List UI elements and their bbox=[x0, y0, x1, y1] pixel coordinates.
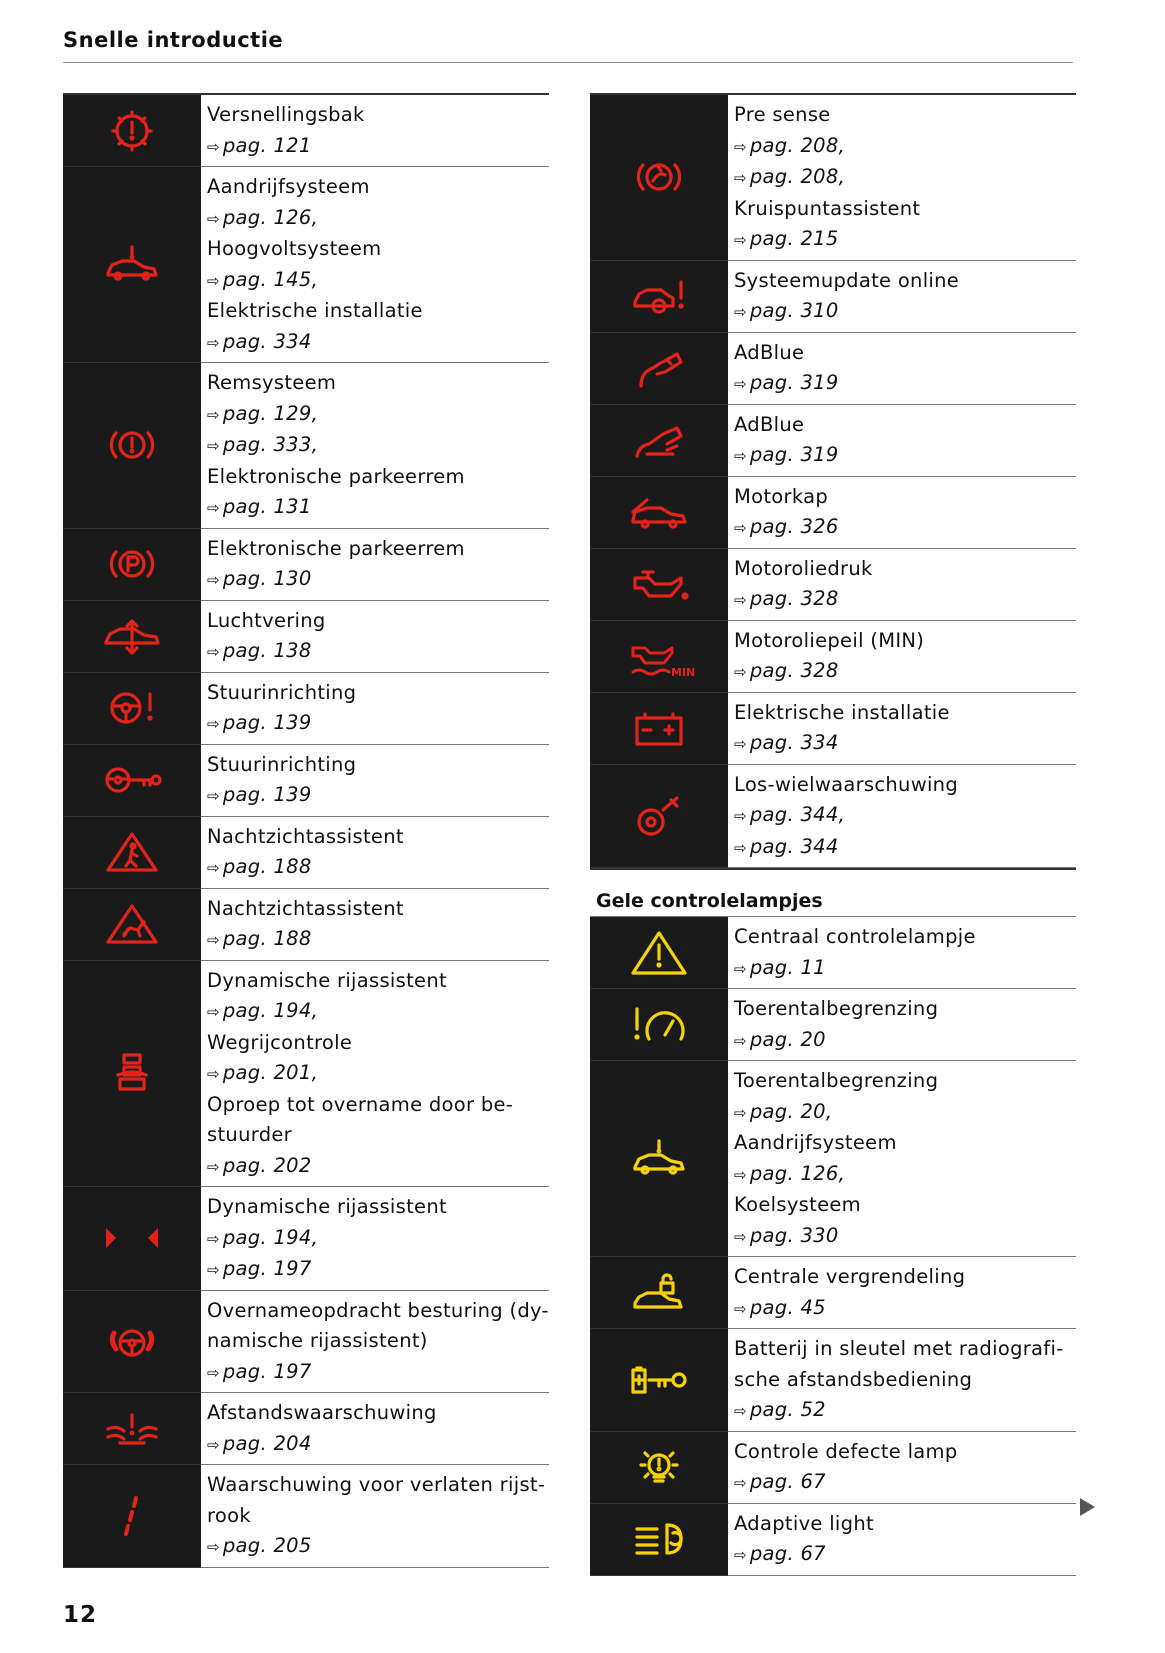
indicator-row bbox=[63, 363, 549, 529]
page-reference-text: pag. 131 bbox=[222, 495, 312, 518]
indicator-label: Los-wielwaarschuwing bbox=[734, 772, 958, 796]
page-reference-text: pag. 330 bbox=[749, 1223, 839, 1247]
page-reference-link[interactable] bbox=[734, 440, 1076, 472]
reference-arrow-icon: ⇨ bbox=[207, 931, 220, 949]
indicator-label: Kruispuntassistent bbox=[734, 196, 921, 220]
indicator-description bbox=[728, 621, 1076, 693]
indicator-row bbox=[590, 621, 1076, 693]
page-reference-link[interactable] bbox=[734, 512, 1076, 544]
indicator-row bbox=[63, 673, 549, 745]
indicator-label: Koelsysteem bbox=[734, 1193, 861, 1216]
indicator-description bbox=[201, 817, 549, 889]
indicator-label: Centraal controlelampje bbox=[734, 925, 976, 948]
page-reference-text: pag. 194, bbox=[222, 1225, 319, 1249]
hood-open-icon bbox=[590, 477, 728, 549]
page-reference-text: pag. 45 bbox=[749, 1295, 826, 1319]
central-locking-icon bbox=[590, 1257, 728, 1329]
page-reference-link[interactable] bbox=[207, 203, 549, 235]
indicator-description bbox=[728, 989, 1076, 1061]
reference-arrow-icon: ⇨ bbox=[207, 499, 220, 517]
indicator-row bbox=[590, 693, 1076, 765]
page-reference-link[interactable] bbox=[734, 131, 1076, 163]
page-reference-link[interactable] bbox=[207, 131, 549, 163]
indicator-label: rook bbox=[207, 1503, 251, 1527]
wheel-loose-icon bbox=[590, 765, 728, 869]
oil-pressure-icon bbox=[590, 549, 728, 621]
page-reference-link[interactable] bbox=[207, 564, 549, 596]
indicator-label: Wegrijcontrole bbox=[207, 1030, 353, 1054]
reference-arrow-icon: ⇨ bbox=[207, 333, 220, 352]
indicator-description bbox=[728, 1061, 1076, 1257]
reference-arrow-icon: ⇨ bbox=[207, 1003, 220, 1021]
page-reference-link[interactable] bbox=[207, 708, 549, 740]
indicator-description bbox=[201, 673, 549, 745]
page-reference-text: pag. 334 bbox=[749, 731, 839, 754]
indicator-description bbox=[728, 549, 1076, 621]
system-update-icon bbox=[590, 261, 728, 333]
indicator-row bbox=[63, 889, 549, 961]
page-reference-text: pag. 204 bbox=[222, 1431, 312, 1455]
page-reference-text: pag. 11 bbox=[749, 955, 826, 979]
parking-brake-icon bbox=[63, 529, 201, 601]
reference-arrow-icon: ⇨ bbox=[734, 1546, 747, 1564]
page-reference-link[interactable] bbox=[734, 584, 1076, 616]
page-reference-text: pag. 121 bbox=[222, 133, 312, 157]
page-reference-link[interactable] bbox=[207, 636, 549, 668]
lane-arrows-icon bbox=[63, 1187, 201, 1291]
page-reference-link[interactable] bbox=[207, 265, 549, 297]
page-reference-text: pag. 20, bbox=[749, 1099, 833, 1123]
indicator-description bbox=[201, 889, 549, 961]
indicator-label: Elektronische parkeerrem bbox=[207, 536, 465, 560]
page-reference-link[interactable] bbox=[734, 162, 1076, 194]
reference-arrow-icon: ⇨ bbox=[734, 959, 747, 978]
indicator-label: AdBlue bbox=[734, 340, 805, 364]
reference-arrow-icon: ⇨ bbox=[734, 1227, 747, 1246]
indicator-row bbox=[590, 477, 1076, 549]
indicator-description bbox=[201, 1393, 549, 1465]
indicator-label: namische rijassistent) bbox=[207, 1329, 428, 1352]
indicator-description bbox=[201, 745, 549, 817]
page-reference-link[interactable] bbox=[734, 1395, 1076, 1427]
page-reference-text: pag. 20 bbox=[749, 1027, 826, 1051]
page-reference-link[interactable] bbox=[207, 492, 549, 524]
reference-arrow-icon: ⇨ bbox=[734, 1474, 747, 1492]
indicator-description bbox=[201, 601, 549, 673]
page-reference-text: pag. 326 bbox=[749, 515, 839, 538]
page-reference-link[interactable] bbox=[734, 656, 1076, 688]
page-reference-link[interactable] bbox=[207, 852, 549, 884]
page-reference-link[interactable] bbox=[734, 1097, 1076, 1129]
indicator-row bbox=[63, 529, 549, 601]
reference-arrow-icon: ⇨ bbox=[734, 1402, 747, 1420]
steering-lock-icon bbox=[63, 745, 201, 817]
page-reference-text: pag. 145, bbox=[222, 267, 319, 291]
indicator-row bbox=[63, 1291, 549, 1394]
reference-arrow-icon: ⇨ bbox=[207, 1065, 220, 1083]
indicator-label: Controle defecte lamp bbox=[734, 1439, 958, 1463]
steering-warning-icon bbox=[63, 673, 201, 745]
reference-arrow-icon: ⇨ bbox=[207, 209, 220, 228]
indicator-row bbox=[590, 261, 1076, 333]
page-reference-link[interactable] bbox=[734, 1539, 1076, 1571]
page-reference-text: pag. 67 bbox=[749, 1542, 826, 1565]
distance-warning-icon bbox=[63, 1393, 201, 1465]
indicator-row bbox=[590, 1329, 1076, 1432]
reference-arrow-icon: ⇨ bbox=[734, 375, 747, 393]
indicator-label: Elektronische parkeerrem bbox=[207, 464, 465, 488]
indicator-label: Waarschuwing voor verlaten rijst- bbox=[207, 1473, 546, 1496]
indicator-row bbox=[63, 961, 549, 1188]
air-suspension-icon bbox=[63, 601, 201, 673]
indicator-label: Oproep tot overname door be- bbox=[207, 1092, 514, 1116]
hands-on-wheel-icon bbox=[63, 1291, 201, 1394]
page-reference-text: pag. 328 bbox=[749, 659, 839, 682]
page-reference-link[interactable] bbox=[734, 1221, 1076, 1253]
reference-arrow-icon: ⇨ bbox=[734, 1031, 747, 1050]
indicator-label: Remsysteem bbox=[207, 371, 337, 394]
page-title: Snelle introductie bbox=[63, 28, 284, 52]
page-reference-link[interactable] bbox=[207, 996, 549, 1028]
reference-arrow-icon: ⇨ bbox=[207, 787, 220, 805]
page-reference-link[interactable] bbox=[734, 1467, 1076, 1499]
page-reference-link[interactable] bbox=[207, 1429, 549, 1461]
indicator-description bbox=[728, 333, 1076, 405]
lane-departure-icon bbox=[63, 1465, 201, 1568]
reference-arrow-icon: ⇨ bbox=[734, 807, 747, 825]
reference-arrow-icon: ⇨ bbox=[207, 137, 220, 156]
indicator-row bbox=[590, 333, 1076, 405]
indicator-description bbox=[728, 693, 1076, 765]
reference-arrow-icon: ⇨ bbox=[207, 1261, 220, 1279]
adblue-nozzle-icon bbox=[590, 333, 728, 405]
page-reference-text: pag. 344 bbox=[749, 834, 839, 858]
reference-arrow-icon: ⇨ bbox=[734, 303, 747, 321]
indicator-description bbox=[201, 529, 549, 601]
indicator-row bbox=[590, 765, 1076, 869]
reference-arrow-icon: ⇨ bbox=[734, 1103, 747, 1122]
indicator-description bbox=[201, 363, 549, 529]
indicator-label: Aandrijfsysteem bbox=[207, 175, 370, 198]
page-reference-text: pag. 215 bbox=[749, 227, 839, 250]
reference-arrow-icon: ⇨ bbox=[207, 271, 220, 290]
car-warning-icon bbox=[63, 167, 201, 363]
indicator-row bbox=[590, 405, 1076, 477]
indicator-label: AdBlue bbox=[734, 412, 805, 436]
page-reference-text: pag. 319 bbox=[749, 443, 839, 466]
page-reference-link[interactable] bbox=[734, 832, 1076, 864]
adblue-service-icon bbox=[590, 405, 728, 477]
page-reference-link[interactable] bbox=[734, 728, 1076, 760]
reference-arrow-icon: ⇨ bbox=[207, 571, 220, 589]
oil-level-icon bbox=[590, 621, 728, 693]
indicator-label: Batterij in sleutel met radiografi- bbox=[734, 1337, 1064, 1360]
indicator-row bbox=[63, 1465, 549, 1568]
indicator-label: Versnellingsbak bbox=[207, 103, 365, 126]
page-reference-text: pag. 139 bbox=[222, 711, 312, 734]
indicator-label: Nachtzichtassistent bbox=[207, 896, 404, 920]
page-reference-link[interactable] bbox=[734, 296, 1076, 328]
indicator-label: Adaptive light bbox=[734, 1511, 874, 1535]
indicator-label: Nachtzichtassistent bbox=[207, 824, 404, 848]
indicator-label: Dynamische rijassistent bbox=[207, 1195, 447, 1218]
page-reference-text: pag. 208, bbox=[749, 165, 846, 188]
indicator-row bbox=[590, 93, 1076, 261]
page-reference-text: pag. 344, bbox=[749, 803, 846, 826]
page-reference-text: pag. 126, bbox=[222, 205, 319, 229]
page-reference-link[interactable] bbox=[734, 368, 1076, 400]
next-page-arrow-icon[interactable] bbox=[1080, 1498, 1095, 1516]
page-reference-text: pag. 194, bbox=[222, 999, 319, 1022]
reference-arrow-icon: ⇨ bbox=[207, 859, 220, 877]
page-reference-link[interactable] bbox=[207, 1058, 549, 1090]
page-reference-link[interactable] bbox=[207, 780, 549, 812]
indicator-row bbox=[63, 1187, 549, 1291]
indicator-label: Pre sense bbox=[734, 103, 831, 126]
reference-arrow-icon: ⇨ bbox=[207, 1157, 220, 1176]
indicator-description bbox=[728, 1257, 1076, 1329]
page-reference-text: pag. 139 bbox=[222, 783, 312, 806]
page-reference-text: pag. 188 bbox=[222, 927, 312, 950]
indicator-label: sche afstandsbediening bbox=[734, 1367, 973, 1391]
reference-arrow-icon: ⇨ bbox=[207, 1229, 220, 1248]
bulb-defect-icon bbox=[590, 1432, 728, 1504]
reference-arrow-icon: ⇨ bbox=[207, 1435, 220, 1454]
reference-arrow-icon: ⇨ bbox=[734, 591, 747, 609]
indicator-label: Toerentalbegrenzing bbox=[734, 997, 939, 1020]
indicator-label: Centrale vergrendeling bbox=[734, 1265, 966, 1288]
reference-arrow-icon: ⇨ bbox=[734, 231, 747, 249]
indicator-row bbox=[63, 93, 549, 167]
page-reference-link[interactable] bbox=[207, 1151, 549, 1183]
car-warning-yellow-icon bbox=[590, 1061, 728, 1257]
reference-arrow-icon: ⇨ bbox=[207, 405, 220, 424]
indicator-description bbox=[201, 95, 549, 167]
indicator-row bbox=[590, 1257, 1076, 1329]
indicator-description bbox=[201, 961, 549, 1188]
section-heading: Gele controlelampjes bbox=[590, 868, 1076, 917]
reference-arrow-icon: ⇨ bbox=[207, 1538, 220, 1556]
page-reference-text: pag. 129, bbox=[222, 401, 319, 425]
page-reference-link[interactable] bbox=[207, 1531, 549, 1563]
page-reference-link[interactable] bbox=[734, 1159, 1076, 1191]
indicator-label: Overnameopdracht besturing (dy- bbox=[207, 1298, 549, 1322]
indicator-label: Elektrische installatie bbox=[734, 700, 950, 724]
indicator-label: Elektrische installatie bbox=[207, 299, 423, 322]
indicator-label: Afstandswaarschuwing bbox=[207, 1401, 437, 1424]
indicator-row bbox=[63, 817, 549, 889]
indicator-label: stuurder bbox=[207, 1123, 292, 1146]
indicator-label: Dynamische rijassistent bbox=[207, 968, 447, 992]
page-reference-text: pag. 310 bbox=[749, 299, 839, 322]
page-reference-text: pag. 130 bbox=[222, 567, 312, 590]
reference-arrow-icon: ⇨ bbox=[734, 838, 747, 857]
reference-arrow-icon: ⇨ bbox=[734, 169, 747, 187]
left-column bbox=[63, 93, 549, 1568]
right-column bbox=[590, 93, 1076, 1576]
page-reference-link[interactable] bbox=[734, 224, 1076, 256]
indicator-label: Aandrijfsysteem bbox=[734, 1131, 897, 1154]
page-reference-text: pag. 333, bbox=[222, 433, 319, 456]
page-reference-text: pag. 188 bbox=[222, 855, 312, 878]
general-warning-icon bbox=[590, 917, 728, 989]
page-reference-text: pag. 126, bbox=[749, 1161, 846, 1185]
indicator-row bbox=[590, 1432, 1076, 1504]
indicator-row bbox=[590, 1504, 1076, 1576]
indicator-label: Hoogvoltsysteem bbox=[207, 237, 382, 260]
indicator-description bbox=[728, 95, 1076, 261]
rev-limit-icon bbox=[590, 989, 728, 1061]
indicator-label: Motoroliedruk bbox=[734, 556, 873, 580]
page-reference-text: pag. 197 bbox=[222, 1359, 312, 1383]
page-reference-text: pag. 328 bbox=[749, 587, 839, 610]
indicator-row bbox=[63, 167, 549, 363]
page-reference-link[interactable] bbox=[207, 399, 549, 431]
reference-arrow-icon: ⇨ bbox=[207, 437, 220, 455]
reference-arrow-icon: ⇨ bbox=[207, 643, 220, 661]
page-reference-link[interactable] bbox=[207, 430, 549, 462]
indicator-description bbox=[201, 1187, 549, 1291]
page-reference-link[interactable] bbox=[734, 1025, 1076, 1057]
page-reference-link[interactable] bbox=[734, 1293, 1076, 1325]
page-reference-text: pag. 201, bbox=[222, 1061, 319, 1084]
pedestrian-warning-icon bbox=[63, 817, 201, 889]
page-reference-text: pag. 67 bbox=[749, 1470, 826, 1493]
indicator-label: Luchtvering bbox=[207, 608, 326, 632]
page-reference-link[interactable] bbox=[207, 1254, 549, 1286]
indicator-label: Motoroliepeil (MIN) bbox=[734, 628, 925, 652]
key-battery-icon bbox=[590, 1329, 728, 1432]
indicator-description bbox=[728, 1504, 1076, 1576]
indicator-description bbox=[728, 765, 1076, 869]
page-reference-text: pag. 52 bbox=[749, 1398, 826, 1421]
indicator-row bbox=[63, 1393, 549, 1465]
header-divider bbox=[63, 62, 1073, 63]
page-reference-link[interactable] bbox=[734, 800, 1076, 832]
animal-warning-icon bbox=[63, 889, 201, 961]
page-reference-link[interactable] bbox=[734, 953, 1076, 985]
page-reference-text: pag. 138 bbox=[222, 639, 312, 662]
page-reference-text: pag. 202 bbox=[222, 1153, 312, 1177]
page-reference-link[interactable] bbox=[207, 1223, 549, 1255]
indicator-row bbox=[590, 549, 1076, 621]
reference-arrow-icon: ⇨ bbox=[734, 519, 747, 537]
reference-arrow-icon: ⇨ bbox=[734, 663, 747, 681]
brake-warning-icon bbox=[63, 363, 201, 529]
indicator-label: Systeemupdate online bbox=[734, 268, 960, 292]
page-reference-text: pag. 205 bbox=[222, 1534, 312, 1557]
indicator-description bbox=[728, 1432, 1076, 1504]
indicator-label: Toerentalbegrenzing bbox=[734, 1069, 939, 1092]
page-reference-text: pag. 319 bbox=[749, 371, 839, 394]
reference-arrow-icon: ⇨ bbox=[207, 715, 220, 733]
indicator-label: Motorkap bbox=[734, 484, 829, 508]
indicator-description bbox=[728, 477, 1076, 549]
pre-sense-icon bbox=[590, 95, 728, 261]
reference-arrow-icon: ⇨ bbox=[207, 1363, 220, 1382]
adaptive-light-icon bbox=[590, 1504, 728, 1576]
page-reference-text: pag. 208, bbox=[749, 133, 846, 157]
driving-assist-icon bbox=[63, 961, 201, 1188]
indicator-row bbox=[63, 601, 549, 673]
indicator-row bbox=[63, 745, 549, 817]
page-number: 12 bbox=[63, 1602, 98, 1628]
indicator-label: Stuurinrichting bbox=[207, 680, 357, 704]
reference-arrow-icon: ⇨ bbox=[734, 447, 747, 465]
indicator-description bbox=[728, 261, 1076, 333]
reference-arrow-icon: ⇨ bbox=[734, 137, 747, 156]
page-reference-link[interactable] bbox=[207, 327, 549, 359]
reference-arrow-icon: ⇨ bbox=[734, 1299, 747, 1318]
reference-arrow-icon: ⇨ bbox=[734, 735, 747, 753]
page-reference-text: pag. 334 bbox=[222, 329, 312, 353]
indicator-description bbox=[728, 917, 1076, 989]
page-reference-link[interactable] bbox=[207, 924, 549, 956]
indicator-row bbox=[590, 917, 1076, 989]
page-reference-link[interactable] bbox=[207, 1357, 549, 1389]
battery-icon bbox=[590, 693, 728, 765]
indicator-description bbox=[728, 1329, 1076, 1432]
indicator-description bbox=[728, 405, 1076, 477]
indicator-description bbox=[201, 167, 549, 363]
indicator-row bbox=[590, 989, 1076, 1061]
oil-level-min-label: MIN bbox=[671, 666, 696, 679]
indicator-label: Stuurinrichting bbox=[207, 752, 357, 776]
indicator-description bbox=[201, 1465, 549, 1568]
gearbox-warning-icon bbox=[63, 95, 201, 167]
indicator-row bbox=[590, 1061, 1076, 1257]
page-reference-text: pag. 197 bbox=[222, 1257, 312, 1280]
indicator-description bbox=[201, 1291, 549, 1394]
reference-arrow-icon: ⇨ bbox=[734, 1165, 747, 1184]
